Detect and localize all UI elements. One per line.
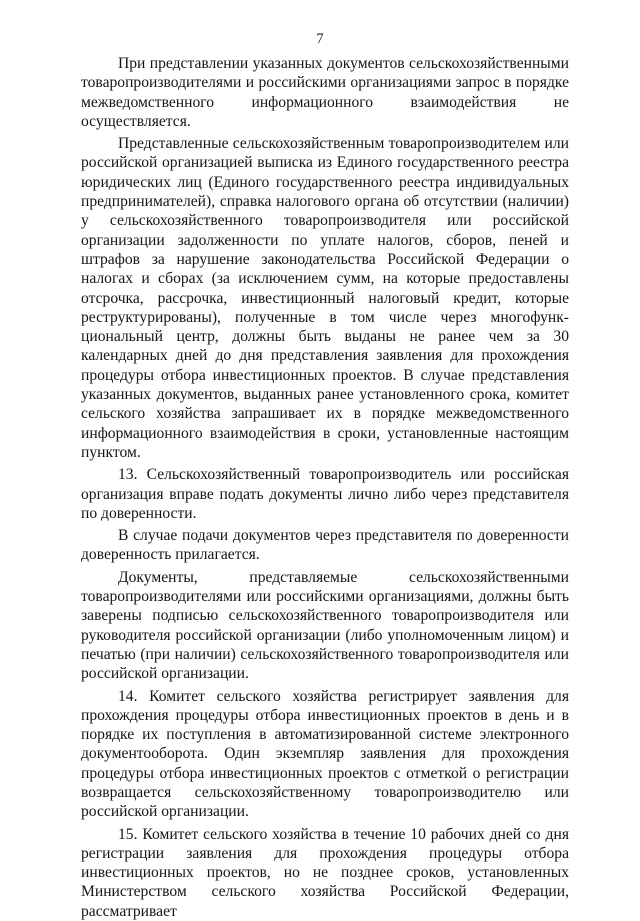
document-body <box>81 54 569 921</box>
paragraph-power-of-attorney: В случае подачи документов через представителя по доверенности доверенность прилагается. <box>81 527 569 564</box>
paragraph-extract-requirements: Представленные сельскохозяйственным товаропроизводителем или российской организацией выписка из Единого государственного реестра юридических лиц (Единого государственного реестра индивидуальных предпринимателей), справка налогового органа об отсутствии (наличии) у сельскохозяйственного товаропроизводителя или российской организации задолженности по уплате налогов, сборов, пеней и штрафов за нарушение законодательства Российской Федерации о налогах и сборах (за исключением сумм, на которые предоставлены отсрочка, рассрочка, инвестиционный налоговый кредит, которые реструктурированы), полученные в том числе через многофункциональный центр, должны быть выданы не ранее чем за 30 календарных дней до дня представления заявления для прохождения процедуры отбора инвестиционных проектов. В случае представления указанных документов, выданных ранее установленного срока, комитет сельского хозяйства запрашивает их в порядке межведомственного информационного взаимодействия в сроки, установленные настоящим пунктом. <box>81 135 569 461</box>
paragraph-item-13: 13. Сельскохозяйственный товаропроизводитель или российская организация вправе подать документы лично либо через представителя по доверенности. <box>81 466 569 522</box>
paragraph-item-14: 14. Комитет сельского хозяйства регистрирует заявления для прохождения процедуры отбора инвестиционных проектов в день и в порядке их поступления в автоматизированной системе электронного документооборота. Один экземпляр заявления для прохождения процедуры отбора инвестиционных проектов с отметкой о регистрации возвращается сельскохозяйственному товаропроизводителю или российской организации. <box>81 687 569 821</box>
paragraph-request-not-performed: При представлении указанных документов сельскохозяйственными товаропроизводителями и российскими организациями запрос в порядке межведомственного информационного взаимодействия не осуществляется. <box>81 55 569 130</box>
paragraph-document-certification: Документы, представляемые сельскохозяйственными товаропроизводителями или российскими организациями, должны быть заверены подписью сельскохозяйственного товаропроизводителя или руководителя российской организации (либо уполномоченным лицом) и печатью (при наличии) сельскохозяйственного товаропроизводителя или российской организации. <box>81 568 569 683</box>
page-number: 7 <box>316 31 324 47</box>
paragraph-item-15: 15. Комитет сельского хозяйства в течение 10 рабочих дней со дня регистрации заявления для прохождения процедуры отбора инвестиционных проектов, но не позднее сроков, установленных Министерством сельского хозяйства Российской Федерации, рассматривает <box>81 825 569 920</box>
